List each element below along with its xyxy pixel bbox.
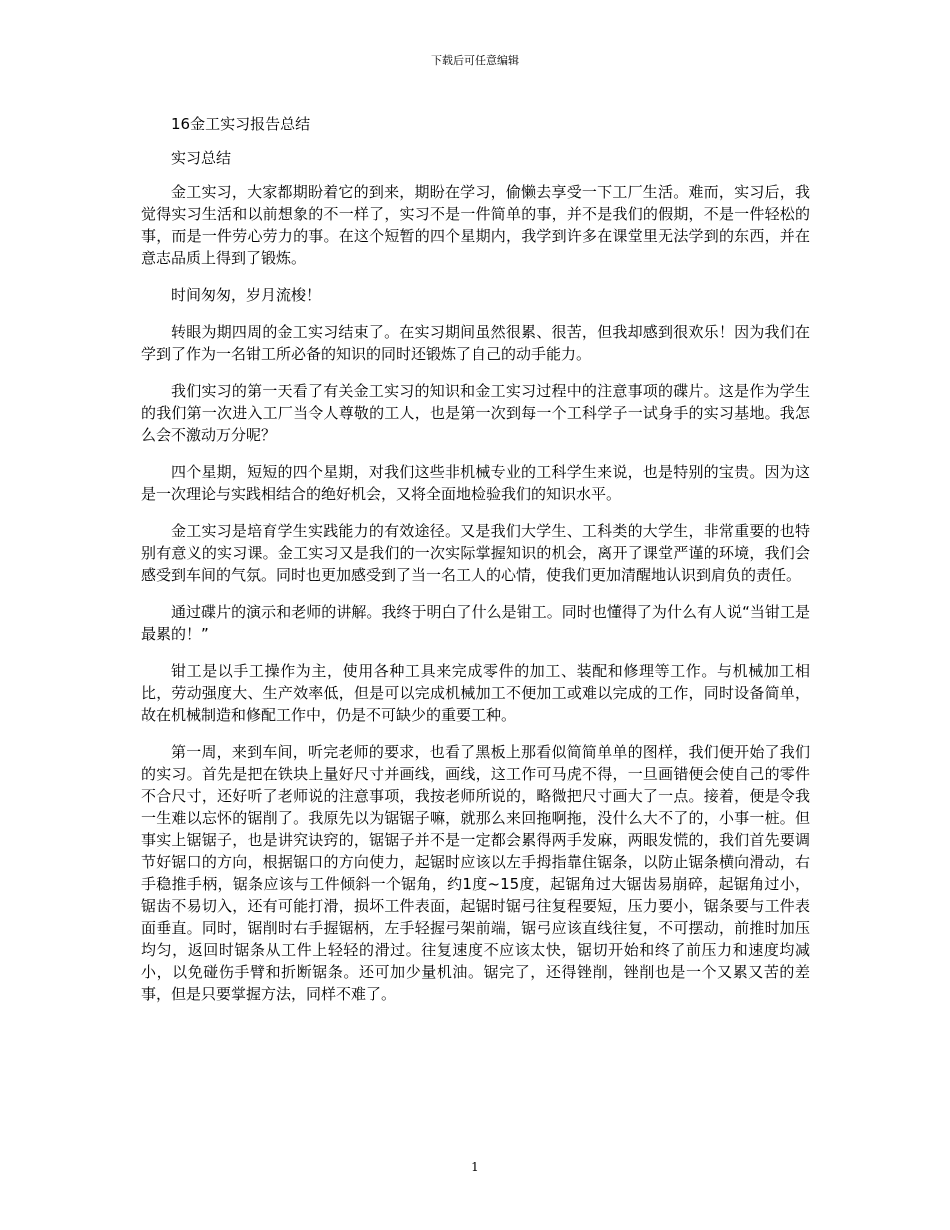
document-body bbox=[141, 113, 810, 1020]
paragraph-6: 金工实习是培育学生实践能力的有效途径。又是我们大学生、工科类的大学生，非常重要的也特别有意义的实习课。金工实习又是我们的一次实际掌握知识的机会，离开了课堂严谨的环境，我们会感受到车间的气氛。同时也更加感受到了当一名工人的心情，使我们更加清醒地认识到肩负的责任。 bbox=[141, 522, 810, 584]
paragraph-2: 时间匆匆，岁月流梭！ bbox=[171, 286, 322, 304]
document-subtitle: 实习总结 bbox=[171, 149, 232, 167]
page-header: 下载后可任意编辑 bbox=[431, 54, 519, 67]
paragraph-7: 通过碟片的演示和老师的讲解。我终于明白了什么是钳工。同时也懂得了为什么有人说“当钳工是最累的！” bbox=[141, 603, 810, 643]
document-title: 16金工实习报告总结 bbox=[171, 115, 311, 133]
paragraph-5: 四个星期，短短的四个星期，对我们这些非机械专业的工科学生来说，也是特别的宝贵。因为这是一次理论与实践相结合的绝好机会，又将全面地检验我们的知识水平。 bbox=[141, 463, 810, 503]
paragraph-1: 金工实习，大家都期盼着它的到来，期盼在学习，偷懒去享受一下工厂生活。难而，实习后，我觉得实习生活和以前想象的不一样了，实习不是一件简单的事，并不是我们的假期，不是一件轻松的事，而是一件劳心劳力的事。在这个短暂的四个星期内，我学到许多在课堂里无法学到的东西，并在意志品质上得到了锻炼。 bbox=[141, 183, 810, 267]
paragraph-9: 第一周，来到车间，听完老师的要求，也看了黑板上那看似简简单单的图样，我们便开始了我们的实习。首先是把在铁块上量好尺寸并画线，画线，这工作可马虎不得，一旦画错便会使自己的零件不合尺寸，还好听了老师说的注意事项，我按老师所说的，略微把尺寸画大了一点。接着，便是令我一生难以忘怀的锯削了。我原先以为锯锯子嘛，就那么来回拖啊拖，没什么大不了的，小事一桩。但事实上锯锯子，也是讲究诀窍的，锯锯子并不是一定都会累得两手发麻，两眼发慌的，我们首先要调节好锯口的方向，根据锯口的方向使力，起锯时应该以左手拇指靠住锯条，以防止锯条横向滑动，右手稳推手柄，锯条应该与工件倾斜一个锯角，约1度~15度，起锯角过大锯齿易崩碎，起锯角过小，锯齿不易切入，还有可能打滑，损坏工件表面，起锯时锯弓往复程要短，压力要小，锯条要与工件表面垂直。同时，锯削时右手握锯柄，左手轻握弓架前端，锯弓应该直线往复，不可摆动，前推时加压均匀，返回时锯条从工件上轻轻的滑过。往复速度不应该太快，锯切开始和终了前压力和速度均减小，以免碰伤手臂和折断锯条。还可加少量机油。锯完了，还得锉削，锉削也是一个又累又苦的差事，但是只要掌握方法，同样不难了。 bbox=[141, 743, 810, 1003]
paragraph-8: 钳工是以手工操作为主，使用各种工具来完成零件的加工、装配和修理等工作。与机械加工相比，劳动强度大、生产效率低，但是可以完成机械加工不便加工或难以完成的工作，同时设备简单，故在机械制造和修配工作中，仍是不可缺少的重要工种。 bbox=[141, 662, 810, 724]
page-number: 1 bbox=[471, 1160, 479, 1174]
paragraph-3: 转眼为期四周的金工实习结束了。在实习期间虽然很累、很苦，但我却感到很欢乐！因为我们在学到了作为一名钳工所必备的知识的同时还锻炼了自己的动手能力。 bbox=[141, 323, 810, 363]
paragraph-4: 我们实习的第一天看了有关金工实习的知识和金工实习过程中的注意事项的碟片。这是作为学生的我们第一次进入工厂当令人尊敬的工人，也是第一次到每一个工科学子一试身手的实习基地。我怎么会不激动万分呢？ bbox=[141, 382, 810, 444]
